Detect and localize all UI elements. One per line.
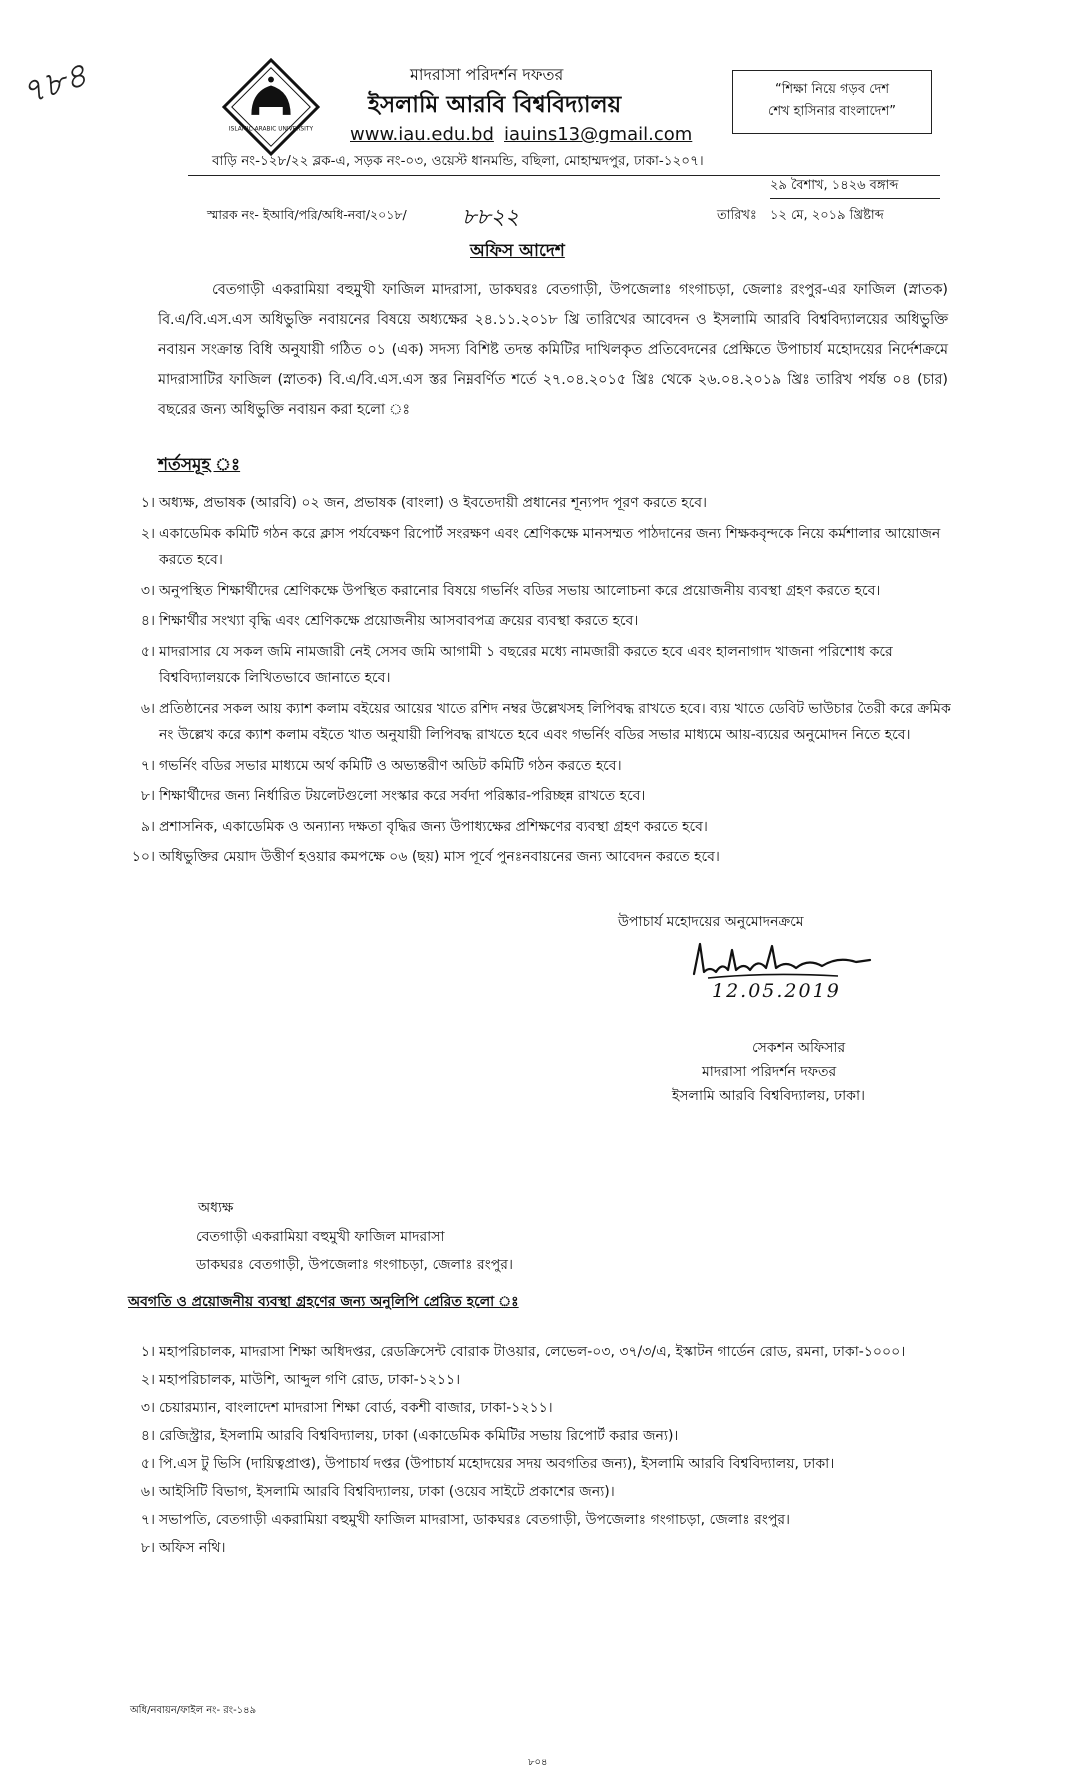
- conditions-list: [122, 490, 952, 875]
- copy-number: ১।: [140, 1344, 155, 1360]
- slogan-line-1: “শিক্ষা নিয়ে গড়ব দেশ: [774, 82, 890, 97]
- date-divider: [770, 198, 940, 199]
- condition-text: অধ্যক্ষ, প্রভাষক (আরবি) ০২ জন, প্রভাষক (বাংলা) ও ইবতেদায়ী প্রধানের শূন্যপদ পূরণ করতে হবে।: [159, 495, 708, 511]
- condition-text: শিক্ষার্থীদের জন্য নির্ধারিত টয়লেটগুলো সংস্কার করে সর্বদা পরিষ্কার-পরিচ্ছন্ন রাখতে হবে।: [159, 788, 646, 804]
- body-paragraph: বেতগাড়ী একরামিয়া বহুমুখী ফাজিল মাদরাসা, ডাকঘরঃ বেতগাড়ী, উপজেলাঃ গংগাচড়া, জেলাঃ রংপুর-এর ফাজিল (স্নাতক) বি.এ/বি.এস.এস অধিভুক্তি নবায়নের বিষয়ে অধ্যক্ষের ২৪.১১.২০১৮ খ্রি তারিখের আবেদন ও ইসলামি আরবি বিশ্ববিদ্যালয়ের অধিভুক্তি নবায়ন সংক্রান্ত বিধি অনুযায়ী গঠিত ০১ (এক) সদস্য বিশিষ্ট তদন্ত কমিটির দাখিলকৃত প্রতিবেদনের প্রেক্ষিতে উপাচার্য মহোদয়ের নির্দেশক্রমে মাদরাসাটির ফাজিল (স্নাতক) বি.এ/বি.এস.এস স্তর নিম্নবর্ণিত শর্তে ২৭.০৪.২০১৫ খ্রিঃ থেকে ২৬.০৪.২০১৯ খ্রিঃ তারিখ পর্যন্ত ০৪ (চার) বছরের জন্য অধিভুক্তি নবায়ন করা হলো ঃ: [158, 282, 948, 418]
- condition-text: গভর্নিং বডির সভার মাধ্যমে অর্থ কমিটি ও অভ্যন্তরীণ অডিট কমিটি গঠন করতে হবে।: [159, 757, 622, 774]
- copy-item: [122, 1480, 952, 1504]
- copy-text: রেজিস্ট্রার, ইসলামি আরবি বিশ্ববিদ্যালয়, ঢাকা (একাডেমিক কমিটির সভায় রিপোর্ট করার জন্য)।: [159, 1428, 679, 1444]
- memo-label: স্মারক নং- ইআবি/পরি/অধি-নবা/২০১৮/: [207, 207, 407, 222]
- condition-number: ৪।: [140, 613, 155, 629]
- condition-text: প্রতিষ্ঠানের সকল আয় ক্যাশ কলাম বইয়ের আয়ের খাতে রশিদ নম্বর উল্লেখসহ লিপিবদ্ধ রাখতে হবে। ব্যয় খাতে ডেবিট ভাউচার তৈরী করে ক্রমিক নং উল্লেখ করে ক্যাশ কলাম বইতে খাত অনুযায়ী লিপিবদ্ধ রাখতে হবে এবং গভর্নিং বডির সভার মাধ্যমে আয়-ব্যয়ের অনুমোদন নিতে হবে।: [159, 700, 951, 743]
- copy-item: [122, 1340, 952, 1364]
- copy-text: পি.এস টু ভিসি (দায়িত্বপ্রাপ্ত), উপাচার্য দপ্তর (উপাচার্য মহোদয়ের সদয় অবগতির জন্য), ইসলামি আরবি বিশ্ববিদ্যালয়, ঢাকা।: [159, 1456, 835, 1472]
- copy-number: ৭।: [140, 1512, 155, 1528]
- order-title: অফিস আদেশ: [470, 241, 565, 261]
- date-label: তারিখঃ: [717, 208, 757, 223]
- memo-number: ৮৮২২: [462, 205, 520, 230]
- handwritten-signature: [688, 936, 878, 986]
- copy-number: ২।: [140, 1372, 155, 1388]
- condition-item: [122, 844, 952, 871]
- copy-item: [122, 1396, 952, 1420]
- copy-number: ৪।: [140, 1428, 155, 1444]
- condition-item: [122, 753, 952, 780]
- university-name: ইসলামি আরবি বিশ্ববিদ্যালয়: [368, 92, 622, 118]
- condition-number: ১।: [140, 495, 155, 511]
- address: বাড়ি নং-১২৮/২২ ব্লক-এ, সড়ক নং-০৩, ওয়েস্ট ধানমন্ডি, বছিলা, মোহাম্মদপুর, ঢাকা-১২০৭।: [212, 153, 704, 169]
- slogan-box: [732, 70, 932, 134]
- copy-distribution-title: অবগতি ও প্রয়োজনীয় ব্যবস্থা গ্রহণের জন্য অনুলিপি প্রেরিত হলো ঃ: [128, 1294, 519, 1310]
- condition-item: [122, 639, 952, 692]
- condition-number: ৫।: [140, 643, 155, 660]
- condition-number: ৮।: [140, 788, 155, 804]
- signatory-department: মাদরাসা পরিদর্শন দফতর: [702, 1064, 837, 1080]
- copy-number: ৬।: [140, 1484, 155, 1500]
- approval-note: উপাচার্য মহোদয়ের অনুমোদনক্রমে: [618, 914, 804, 930]
- condition-item: [122, 608, 952, 635]
- copy-text: চেয়ারম্যান, বাংলাদেশ মাদরাসা শিক্ষা বোর্ড, বকশী বাজার, ঢাকা-১২১১।: [159, 1400, 553, 1416]
- recipient-line-1: বেতগাড়ী একরামিয়া বহুমুখী ফাজিল মাদরাসা: [196, 1229, 445, 1245]
- copy-text: মহাপরিচালক, মাউশি, আব্দুল গণি রোড, ঢাকা-১২১১।: [159, 1372, 461, 1388]
- condition-item: [122, 783, 952, 810]
- signatory-designation: সেকশন অফিসার: [752, 1040, 846, 1056]
- condition-number: ১০।: [131, 849, 155, 865]
- page-number: ৮০৪: [528, 1757, 548, 1768]
- date-bangla: ২৯ বৈশাখ, ১৪২৬ বঙ্গাব্দ: [770, 178, 899, 193]
- recipient-title: অধ্যক্ষ: [198, 1200, 234, 1216]
- copy-number: ৫।: [140, 1456, 155, 1472]
- condition-number: ৭।: [140, 757, 155, 774]
- handwritten-number: ৭৮৪: [16, 54, 93, 114]
- recipient-line-2: ডাকঘরঃ বেতগাড়ী, উপজেলাঃ গংগাচড়া, জেলাঃ রংপুর।: [196, 1257, 513, 1273]
- copy-number: ৮।: [140, 1540, 155, 1556]
- slogan-line-2: শেখ হাসিনার বাংলাদেশ”: [768, 104, 896, 119]
- copy-text: অফিস নথি।: [159, 1540, 226, 1556]
- condition-text: প্রশাসনিক, একাডেমিক ও অন্যান্য দক্ষতা বৃদ্ধির জন্য উপাধ্যক্ষের প্রশিক্ষণের ব্যবস্থা গ্রহণ করতে হবে।: [159, 818, 708, 835]
- condition-text: শিক্ষার্থীর সংখ্যা বৃদ্ধি এবং শ্রেণিকক্ষে প্রয়োজনীয় আসবাবপত্র ক্রয়ের ব্যবস্থা করতে হবে।: [159, 613, 639, 629]
- condition-number: ৯।: [140, 818, 155, 835]
- condition-number: ৩।: [140, 582, 155, 599]
- copy-number: ৩।: [140, 1400, 155, 1416]
- logo-text: ISLAMIC ARABIC UNIVERSITY: [228, 126, 314, 133]
- condition-number: ২।: [140, 525, 155, 542]
- university-logo: [222, 58, 320, 156]
- condition-item: [122, 696, 952, 749]
- condition-item: [122, 490, 952, 517]
- department-name: মাদরাসা পরিদর্শন দফতর: [410, 65, 564, 84]
- copy-text: মহাপরিচালক, মাদরাসা শিক্ষা অধিদপ্তর, রেডক্রিসেন্ট বোরাক টাওয়ার, লেভেল-০৩, ৩৭/৩/এ, ইস্কাটন গার্ডেন রোড, রমনা, ঢাকা-১০০০।: [159, 1344, 906, 1360]
- copy-item: [122, 1452, 952, 1476]
- condition-text: অধিভুক্তির মেয়াদ উত্তীর্ণ হওয়ার কমপক্ষে ০৬ (ছয়) মাস পূর্বে পুনঃনবায়নের জন্য আবেদন করতে হবে।: [159, 849, 720, 865]
- email-link[interactable]: iauins13@gmail.com: [504, 124, 693, 145]
- condition-text: মাদরাসার যে সকল জমি নামজারী নেই সেসব জমি আগামী ১ বছরের মধ্যে নামজারী করতে হবে এবং হালনাগাদ খাজনা পরিশোধ করে বিশ্ববিদ্যালয়কে লিখিতভাবে জানাতে হবে।: [159, 643, 893, 686]
- date-gregorian: ১২ মে, ২০১৯ খ্রিষ্টাব্দ: [770, 208, 884, 223]
- copy-text: আইসিটি বিভাগ, ইসলামি আরবি বিশ্ববিদ্যালয়, ঢাকা (ওয়েব সাইটে প্রকাশের জন্য)।: [159, 1484, 615, 1500]
- copy-item: [122, 1368, 952, 1392]
- copy-text: সভাপতি, বেতগাড়ী একরামিয়া বহুমুখী ফাজিল মাদরাসা, ডাকঘরঃ বেতগাড়ী, উপজেলাঃ গংগাচড়া, জেলাঃ রংপুর।: [159, 1512, 791, 1528]
- file-reference: অধি/নবায়ন/ফাইল নং- রং-১৪৯: [130, 1705, 257, 1716]
- condition-text: অনুপস্থিত শিক্ষার্থীদের শ্রেণিকক্ষে উপস্থিত করানোর বিষয়ে গভর্নিং বডির সভায় আলোচনা করে প্রয়োজনীয় ব্যবস্থা গ্রহণ করতে হবে।: [159, 582, 881, 599]
- condition-item: [122, 521, 952, 574]
- copy-list: [122, 1340, 952, 1564]
- conditions-title: শর্তসমূহ ঃ: [158, 455, 241, 475]
- condition-item: [122, 578, 952, 605]
- website-link[interactable]: www.iau.edu.bd: [350, 124, 494, 145]
- signatory-university: ইসলামি আরবি বিশ্ববিদ্যালয়, ঢাকা।: [672, 1088, 866, 1104]
- copy-item: [122, 1424, 952, 1448]
- signed-date: 12.05.2019: [712, 980, 841, 1002]
- condition-number: ৬।: [140, 700, 155, 717]
- copy-item: [122, 1508, 952, 1532]
- condition-item: [122, 814, 952, 841]
- condition-text: একাডেমিক কমিটি গঠন করে ক্লাস পর্যবেক্ষণ রিপোর্ট সংরক্ষণ এবং শ্রেণিকক্ষে মানসম্মত পাঠদানের জন্য শিক্ষকবৃন্দকে নিয়ে কর্মশালার আয়োজন করতে হবে।: [159, 525, 941, 568]
- copy-item: [122, 1536, 952, 1560]
